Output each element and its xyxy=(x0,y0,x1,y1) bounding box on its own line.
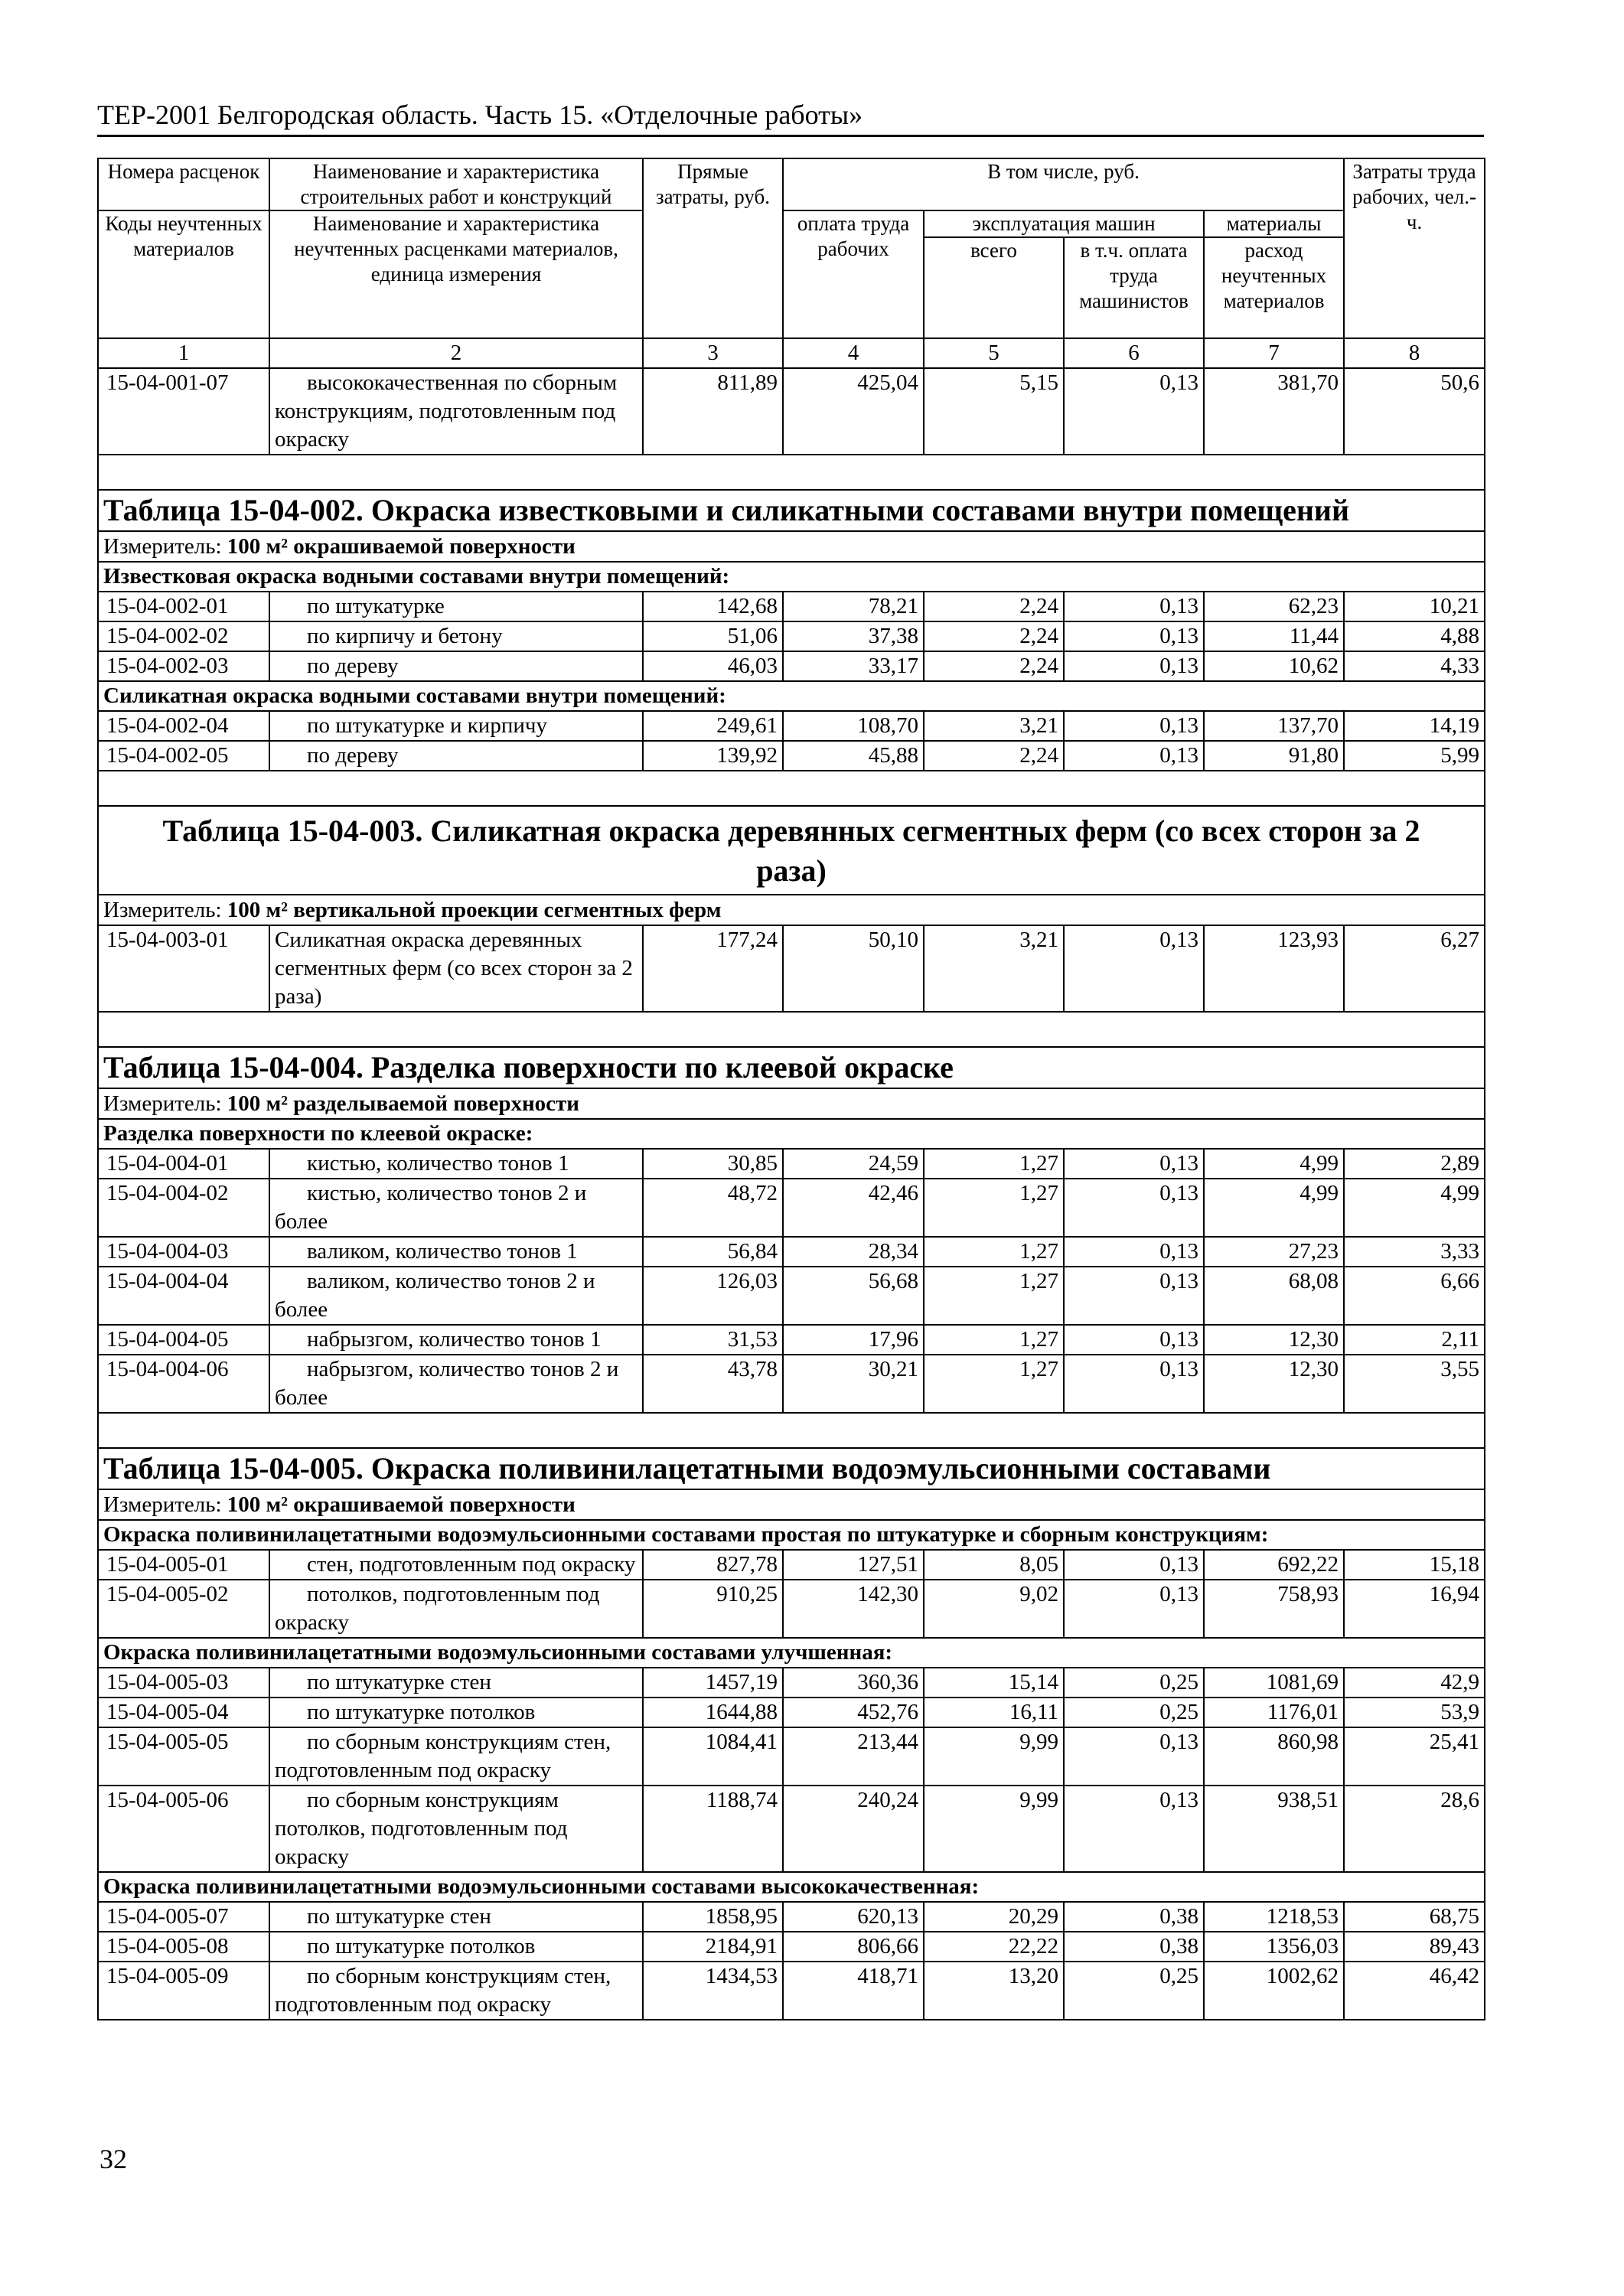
machinist-pay: 0,13 xyxy=(1064,651,1204,681)
materials-cost: 10,62 xyxy=(1204,651,1344,681)
materials-cost: 938,51 xyxy=(1204,1786,1344,1872)
table-title: Таблица 15-04-002. Окраска известковыми и силикатными составами внутри помещений xyxy=(98,490,1485,531)
header-material-name: Наименование и характеристика неучтенных расценками материалов, единица измерения xyxy=(269,210,643,338)
header-work-name: Наименование и характеристика строительных работ и конструкций xyxy=(269,158,643,210)
worker-pay: 56,68 xyxy=(783,1267,924,1325)
materials-cost: 1218,53 xyxy=(1204,1902,1344,1932)
table-row xyxy=(98,1902,1485,1932)
machinist-pay: 0,13 xyxy=(1064,368,1204,455)
machinist-pay: 0,13 xyxy=(1064,1786,1204,1872)
col-num: 8 xyxy=(1344,338,1485,368)
table-row xyxy=(98,711,1485,741)
rate-code: 15-04-002-05 xyxy=(98,741,269,771)
direct-cost: 46,03 xyxy=(643,651,783,681)
rate-description: кистью, количество тонов 2 и более xyxy=(269,1179,643,1237)
rate-description: по штукатурке стен xyxy=(269,1902,643,1932)
machinist-pay: 0,13 xyxy=(1064,1149,1204,1179)
worker-pay: 360,36 xyxy=(783,1668,924,1698)
machines-total: 3,21 xyxy=(924,711,1064,741)
table-row xyxy=(98,1149,1485,1179)
table-row xyxy=(98,1550,1485,1580)
rate-code: 15-04-004-02 xyxy=(98,1179,269,1237)
group-header: Известковая окраска водными составами внутри помещений: xyxy=(98,562,1485,592)
col-num: 2 xyxy=(269,338,643,368)
table-row xyxy=(98,1580,1485,1638)
machines-total: 2,24 xyxy=(924,621,1064,651)
materials-cost: 27,23 xyxy=(1204,1237,1344,1267)
labor-hours: 53,9 xyxy=(1344,1698,1485,1727)
col-num: 6 xyxy=(1064,338,1204,368)
rate-description: по сборным конструкциям стен, подготовленным под окраску xyxy=(269,1727,643,1786)
direct-cost: 910,25 xyxy=(643,1580,783,1638)
page-number: 32 xyxy=(99,2144,127,2174)
measure-row xyxy=(98,1088,1485,1119)
direct-cost: 1188,74 xyxy=(643,1786,783,1872)
direct-cost: 139,92 xyxy=(643,741,783,771)
table-row xyxy=(98,1668,1485,1698)
machines-total: 2,24 xyxy=(924,741,1064,771)
table-row xyxy=(98,592,1485,621)
direct-cost: 126,03 xyxy=(643,1267,783,1325)
labor-hours: 89,43 xyxy=(1344,1932,1485,1962)
group-header: Окраска поливинилацетатными водоэмульсионными составами простая по штукатурке и сборным конструкциям: xyxy=(98,1520,1485,1550)
table-row xyxy=(98,1727,1485,1786)
worker-pay: 78,21 xyxy=(783,592,924,621)
machines-total: 2,24 xyxy=(924,651,1064,681)
rate-description: кистью, количество тонов 1 xyxy=(269,1149,643,1179)
header-labor-hours: Затраты труда рабочих, чел.-ч. xyxy=(1344,158,1485,338)
table-title: Таблица 15-04-004. Разделка поверхности по клеевой окраске xyxy=(98,1047,1485,1088)
direct-cost: 1084,41 xyxy=(643,1727,783,1786)
direct-cost: 177,24 xyxy=(643,925,783,1012)
direct-cost: 1644,88 xyxy=(643,1698,783,1727)
direct-cost: 48,72 xyxy=(643,1179,783,1237)
header-unaccounted-materials: расход неучтенных материалов xyxy=(1204,237,1344,338)
col-num: 4 xyxy=(783,338,924,368)
measure-row xyxy=(98,1489,1485,1520)
labor-hours: 4,88 xyxy=(1344,621,1485,651)
labor-hours: 15,18 xyxy=(1344,1550,1485,1580)
table-row xyxy=(98,1237,1485,1267)
materials-cost: 62,23 xyxy=(1204,592,1344,621)
rate-code: 15-04-004-03 xyxy=(98,1237,269,1267)
rate-code: 15-04-005-09 xyxy=(98,1962,269,2020)
rate-code: 15-04-005-02 xyxy=(98,1580,269,1638)
measure-label: Измеритель: xyxy=(103,1492,222,1517)
machines-total: 2,24 xyxy=(924,592,1064,621)
materials-cost: 1176,01 xyxy=(1204,1698,1344,1727)
labor-hours: 5,99 xyxy=(1344,741,1485,771)
table-row xyxy=(98,651,1485,681)
rate-code: 15-04-001-07 xyxy=(98,368,269,455)
labor-hours: 3,55 xyxy=(1344,1355,1485,1413)
materials-cost: 137,70 xyxy=(1204,711,1344,741)
machines-total: 9,99 xyxy=(924,1786,1064,1872)
direct-cost: 31,53 xyxy=(643,1325,783,1355)
rate-code: 15-04-005-04 xyxy=(98,1698,269,1727)
rate-description: по штукатурке и кирпичу xyxy=(269,711,643,741)
machinist-pay: 0,13 xyxy=(1064,711,1204,741)
labor-hours: 10,21 xyxy=(1344,592,1485,621)
worker-pay: 50,10 xyxy=(783,925,924,1012)
table-row xyxy=(98,741,1485,771)
worker-pay: 127,51 xyxy=(783,1550,924,1580)
worker-pay: 213,44 xyxy=(783,1727,924,1786)
machines-total: 13,20 xyxy=(924,1962,1064,2020)
rate-description: набрызгом, количество тонов 1 xyxy=(269,1325,643,1355)
labor-hours: 2,89 xyxy=(1344,1149,1485,1179)
machinist-pay: 0,13 xyxy=(1064,741,1204,771)
worker-pay: 425,04 xyxy=(783,368,924,455)
rate-code: 15-04-005-01 xyxy=(98,1550,269,1580)
rate-code: 15-04-005-08 xyxy=(98,1932,269,1962)
table-row xyxy=(98,1267,1485,1325)
labor-hours: 4,33 xyxy=(1344,651,1485,681)
measure-row xyxy=(98,895,1485,925)
measure-value: 100 м² разделываемой поверхности xyxy=(227,1091,579,1116)
rate-code: 15-04-003-01 xyxy=(98,925,269,1012)
header-material-codes: Коды неучтенных материалов xyxy=(98,210,269,338)
direct-cost: 30,85 xyxy=(643,1149,783,1179)
materials-cost: 860,98 xyxy=(1204,1727,1344,1786)
rate-description: потолков, подготовленным под окраску xyxy=(269,1580,643,1638)
machinist-pay: 0,13 xyxy=(1064,1179,1204,1237)
rate-description: по штукатурке потолков xyxy=(269,1932,643,1962)
table-row xyxy=(98,1325,1485,1355)
table-title: Таблица 15-04-003. Силикатная окраска деревянных сегментных ферм (со всех сторон за 2 раза) xyxy=(98,806,1485,895)
machines-total: 20,29 xyxy=(924,1902,1064,1932)
materials-cost: 68,08 xyxy=(1204,1267,1344,1325)
materials-cost: 12,30 xyxy=(1204,1355,1344,1413)
machinist-pay: 0,25 xyxy=(1064,1698,1204,1727)
labor-hours: 6,66 xyxy=(1344,1267,1485,1325)
labor-hours: 42,9 xyxy=(1344,1668,1485,1698)
group-header: Силикатная окраска водными составами внутри помещений: xyxy=(98,681,1485,711)
rate-description: по сборным конструкциям стен, подготовленным под окраску xyxy=(269,1962,643,2020)
table-row xyxy=(98,925,1485,1012)
worker-pay: 24,59 xyxy=(783,1149,924,1179)
rate-code: 15-04-002-01 xyxy=(98,592,269,621)
group-header-row xyxy=(98,1638,1485,1668)
rate-code: 15-04-004-04 xyxy=(98,1267,269,1325)
header-row-1 xyxy=(98,158,1485,210)
worker-pay: 806,66 xyxy=(783,1932,924,1962)
header-direct-costs: Прямые затраты, руб. xyxy=(643,158,783,338)
machines-total: 16,11 xyxy=(924,1698,1064,1727)
machinist-pay: 0,13 xyxy=(1064,1267,1204,1325)
direct-cost: 142,68 xyxy=(643,592,783,621)
direct-cost: 827,78 xyxy=(643,1550,783,1580)
labor-hours: 3,33 xyxy=(1344,1237,1485,1267)
group-header: Окраска поливинилацетатными водоэмульсионными составами высококачественная: xyxy=(98,1872,1485,1902)
materials-cost: 91,80 xyxy=(1204,741,1344,771)
machines-total: 5,15 xyxy=(924,368,1064,455)
machines-total: 3,21 xyxy=(924,925,1064,1012)
col-num: 3 xyxy=(643,338,783,368)
machinist-pay: 0,13 xyxy=(1064,592,1204,621)
worker-pay: 108,70 xyxy=(783,711,924,741)
labor-hours: 50,6 xyxy=(1344,368,1485,455)
running-head: ТЕР-2001 Белгородская область. Часть 15. «Отделочные работы» xyxy=(97,98,1484,137)
machinist-pay: 0,13 xyxy=(1064,1727,1204,1786)
direct-cost: 249,61 xyxy=(643,711,783,741)
group-header: Окраска поливинилацетатными водоэмульсионными составами улучшенная: xyxy=(98,1638,1485,1668)
worker-pay: 418,71 xyxy=(783,1962,924,2020)
measure-label: Измеритель: xyxy=(103,898,222,922)
machinist-pay: 0,13 xyxy=(1064,1355,1204,1413)
direct-cost: 1434,53 xyxy=(643,1962,783,2020)
col-num: 1 xyxy=(98,338,269,368)
materials-cost: 381,70 xyxy=(1204,368,1344,455)
table-row xyxy=(98,1179,1485,1237)
machines-total: 1,27 xyxy=(924,1179,1064,1237)
group-header: Разделка поверхности по клеевой окраске: xyxy=(98,1119,1485,1149)
machinist-pay: 0,13 xyxy=(1064,1325,1204,1355)
table-title-row xyxy=(98,490,1485,531)
machines-total: 9,99 xyxy=(924,1727,1064,1786)
table-title-row xyxy=(98,806,1485,895)
rate-description: по штукатурке стен xyxy=(269,1668,643,1698)
spacer xyxy=(98,1012,1485,1047)
group-header-row xyxy=(98,1872,1485,1902)
rate-description: по сборным конструкциям потолков, подготовленным под окраску xyxy=(269,1786,643,1872)
header-including: В том числе, руб. xyxy=(783,158,1344,210)
rate-code: 15-04-002-02 xyxy=(98,621,269,651)
materials-cost: 1081,69 xyxy=(1204,1668,1344,1698)
worker-pay: 45,88 xyxy=(783,741,924,771)
worker-pay: 28,34 xyxy=(783,1237,924,1267)
rate-description: набрызгом, количество тонов 2 и более xyxy=(269,1355,643,1413)
rate-description: стен, подготовленным под окраску xyxy=(269,1550,643,1580)
machinist-pay: 0,13 xyxy=(1064,1550,1204,1580)
machines-total: 1,27 xyxy=(924,1149,1064,1179)
column-number-row xyxy=(98,338,1485,368)
direct-cost: 811,89 xyxy=(643,368,783,455)
labor-hours: 6,27 xyxy=(1344,925,1485,1012)
header-rate-numbers: Номера расценок xyxy=(98,158,269,210)
table-title-row xyxy=(98,1448,1485,1489)
table-row xyxy=(98,1932,1485,1962)
machines-total: 22,22 xyxy=(924,1932,1064,1962)
machinist-pay: 0,25 xyxy=(1064,1962,1204,2020)
direct-cost: 51,06 xyxy=(643,621,783,651)
materials-cost: 4,99 xyxy=(1204,1179,1344,1237)
worker-pay: 620,13 xyxy=(783,1902,924,1932)
labor-hours: 14,19 xyxy=(1344,711,1485,741)
rate-code: 15-04-005-07 xyxy=(98,1902,269,1932)
direct-cost: 1457,19 xyxy=(643,1668,783,1698)
machinist-pay: 0,13 xyxy=(1064,1580,1204,1638)
worker-pay: 33,17 xyxy=(783,651,924,681)
table-row xyxy=(98,1786,1485,1872)
table-row xyxy=(98,1355,1485,1413)
rate-code: 15-04-002-03 xyxy=(98,651,269,681)
group-header-row xyxy=(98,1520,1485,1550)
machines-total: 1,27 xyxy=(924,1325,1064,1355)
materials-cost: 11,44 xyxy=(1204,621,1344,651)
machines-total: 1,27 xyxy=(924,1237,1064,1267)
table-row xyxy=(98,368,1485,455)
rate-description: высококачественная по сборным конструкциям, подготовленным под окраску xyxy=(269,368,643,455)
machinist-pay: 0,13 xyxy=(1064,621,1204,651)
rate-description: по штукатурке потолков xyxy=(269,1698,643,1727)
header-machinist-pay: в т.ч. оплата труда машинистов xyxy=(1064,237,1204,338)
materials-cost: 1356,03 xyxy=(1204,1932,1344,1962)
rate-description: Силикатная окраска деревянных сегментных ферм (со всех сторон за 2 раза) xyxy=(269,925,643,1012)
materials-cost: 1002,62 xyxy=(1204,1962,1344,2020)
rate-description: по дереву xyxy=(269,741,643,771)
worker-pay: 142,30 xyxy=(783,1580,924,1638)
materials-cost: 692,22 xyxy=(1204,1550,1344,1580)
rate-code: 15-04-005-03 xyxy=(98,1668,269,1698)
labor-hours: 2,11 xyxy=(1344,1325,1485,1355)
labor-hours: 4,99 xyxy=(1344,1179,1485,1237)
materials-cost: 12,30 xyxy=(1204,1325,1344,1355)
worker-pay: 240,24 xyxy=(783,1786,924,1872)
table-row xyxy=(98,1698,1485,1727)
direct-cost: 1858,95 xyxy=(643,1902,783,1932)
col-num: 7 xyxy=(1204,338,1344,368)
group-header-row xyxy=(98,681,1485,711)
measure-value: 100 м² окрашиваемой поверхности xyxy=(227,1492,576,1517)
machines-total: 1,27 xyxy=(924,1355,1064,1413)
rate-code: 15-04-005-06 xyxy=(98,1786,269,1872)
worker-pay: 30,21 xyxy=(783,1355,924,1413)
rates-table xyxy=(97,158,1485,2020)
rate-code: 15-04-005-05 xyxy=(98,1727,269,1786)
measure-row xyxy=(98,531,1485,562)
table-row xyxy=(98,621,1485,651)
measure-value: 100 м² окрашиваемой поверхности xyxy=(227,534,576,559)
machines-total: 9,02 xyxy=(924,1580,1064,1638)
direct-cost: 43,78 xyxy=(643,1355,783,1413)
machines-total: 1,27 xyxy=(924,1267,1064,1325)
group-header-row xyxy=(98,1119,1485,1149)
machinist-pay: 0,38 xyxy=(1064,1902,1204,1932)
worker-pay: 17,96 xyxy=(783,1325,924,1355)
spacer xyxy=(98,771,1485,806)
measure-value: 100 м² вертикальной проекции сегментных ферм xyxy=(227,898,722,922)
header-materials: материалы xyxy=(1204,210,1344,237)
rate-description: по штукатурке xyxy=(269,592,643,621)
table-row xyxy=(98,1962,1485,2020)
group-header-row xyxy=(98,562,1485,592)
machinist-pay: 0,25 xyxy=(1064,1668,1204,1698)
table-title: Таблица 15-04-005. Окраска поливинилацетатными водоэмульсионными составами xyxy=(98,1448,1485,1489)
measure-label: Измеритель: xyxy=(103,534,222,559)
rate-code: 15-04-004-06 xyxy=(98,1355,269,1413)
labor-hours: 16,94 xyxy=(1344,1580,1485,1638)
header-row-2 xyxy=(98,210,1485,237)
worker-pay: 452,76 xyxy=(783,1698,924,1727)
materials-cost: 4,99 xyxy=(1204,1149,1344,1179)
table-title-row xyxy=(98,1047,1485,1088)
machinist-pay: 0,13 xyxy=(1064,925,1204,1012)
rate-description: по дереву xyxy=(269,651,643,681)
worker-pay: 42,46 xyxy=(783,1179,924,1237)
spacer xyxy=(98,455,1485,490)
header-machines-total: всего xyxy=(924,237,1064,338)
direct-cost: 56,84 xyxy=(643,1237,783,1267)
machines-total: 15,14 xyxy=(924,1668,1064,1698)
machinist-pay: 0,13 xyxy=(1064,1237,1204,1267)
labor-hours: 28,6 xyxy=(1344,1786,1485,1872)
machines-total: 8,05 xyxy=(924,1550,1064,1580)
header-worker-pay: оплата труда рабочих xyxy=(783,210,924,338)
rate-description: по кирпичу и бетону xyxy=(269,621,643,651)
spacer xyxy=(98,1413,1485,1448)
header-machines: эксплуатация машин xyxy=(924,210,1204,237)
col-num: 5 xyxy=(924,338,1064,368)
labor-hours: 25,41 xyxy=(1344,1727,1485,1786)
measure-label: Измеритель: xyxy=(103,1091,222,1116)
materials-cost: 758,93 xyxy=(1204,1580,1344,1638)
rate-description: валиком, количество тонов 2 и более xyxy=(269,1267,643,1325)
labor-hours: 68,75 xyxy=(1344,1902,1485,1932)
machinist-pay: 0,38 xyxy=(1064,1932,1204,1962)
rate-code: 15-04-004-05 xyxy=(98,1325,269,1355)
materials-cost: 123,93 xyxy=(1204,925,1344,1012)
labor-hours: 46,42 xyxy=(1344,1962,1485,2020)
rate-code: 15-04-004-01 xyxy=(98,1149,269,1179)
direct-cost: 2184,91 xyxy=(643,1932,783,1962)
rate-code: 15-04-002-04 xyxy=(98,711,269,741)
worker-pay: 37,38 xyxy=(783,621,924,651)
rate-description: валиком, количество тонов 1 xyxy=(269,1237,643,1267)
